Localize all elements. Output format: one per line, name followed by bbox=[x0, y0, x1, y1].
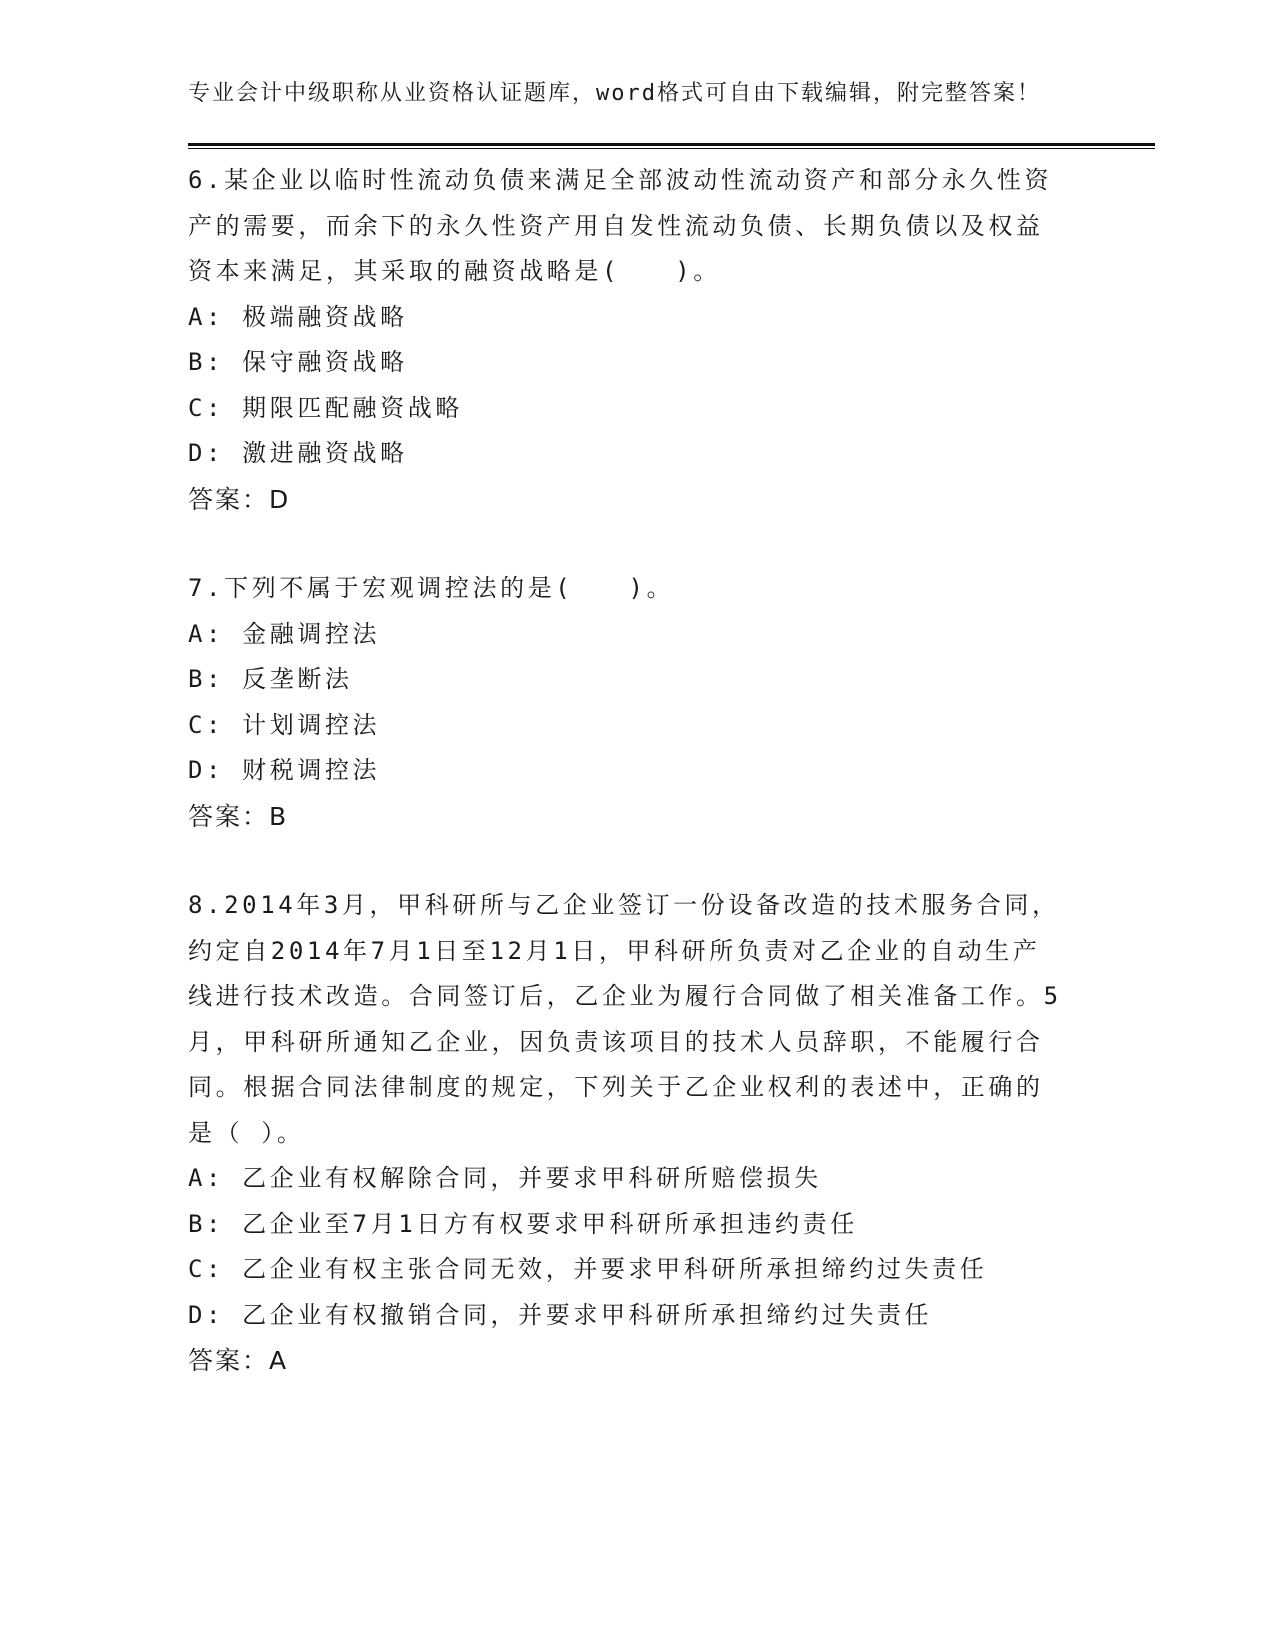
question-8 bbox=[188, 883, 1068, 1384]
option-d: D: 激进融资战略 bbox=[188, 439, 408, 467]
answer-label: 答案：A bbox=[188, 1346, 289, 1375]
question-stem: 6.某企业以临时性流动负债来满足全部波动性流动资产和部分永久性资产的需要，而余下的永久性资产用自发性流动负债、长期负债以及权益资本来满足，其采取的融资战略是( )。 bbox=[188, 166, 1053, 285]
option-a: A: 极端融资战略 bbox=[188, 302, 408, 331]
question-6 bbox=[188, 158, 1068, 522]
page-header: 专业会计中级职称从业资格认证题库，word格式可自由下载编辑，附完整答案！ bbox=[188, 81, 1041, 106]
question-list bbox=[188, 158, 1068, 1428]
option-b: B: 乙企业至7月1日方有权要求甲科研所承担违约责任 bbox=[188, 1209, 858, 1238]
question-stem: 7.下列不属于宏观调控法的是( )。 bbox=[188, 574, 675, 602]
option-d: D: 财税调控法 bbox=[188, 756, 381, 784]
option-a: A: 金融调控法 bbox=[188, 619, 381, 648]
answer-label: 答案：B bbox=[188, 801, 289, 831]
option-c: C: 计划调控法 bbox=[188, 710, 381, 739]
option-b: B: 保守融资战略 bbox=[188, 348, 408, 376]
option-c: C: 乙企业有权主张合同无效，并要求甲科研所承担缔约过失责任 bbox=[188, 1255, 988, 1283]
option-d: D: 乙企业有权撤销合同，并要求甲科研所承担缔约过失责任 bbox=[188, 1300, 933, 1329]
question-stem: 8.2014年3月，甲科研所与乙企业签订一份设备改造的技术服务合同，约定自2014年7月1日至12月1日，甲科研所负责对乙企业的自动生产线进行技术改造。合同签订后，乙企业为履行合同做了相关准备工作。5月，甲科研所通知乙企业，因负责该项目的技术人员辞职，不能履行合同。根据合同法律制度的规定，下列关于乙企业权利的表述中，正确的是（ ）。 bbox=[188, 891, 1062, 1147]
question-7 bbox=[188, 566, 1068, 839]
header-divider bbox=[188, 143, 1155, 149]
option-b: B: 反垄断法 bbox=[188, 665, 353, 693]
option-a: A: 乙企业有权解除合同，并要求甲科研所赔偿损失 bbox=[188, 1164, 822, 1192]
option-c: C: 期限匹配融资战略 bbox=[188, 393, 463, 422]
answer-label: 答案：D bbox=[188, 484, 291, 514]
